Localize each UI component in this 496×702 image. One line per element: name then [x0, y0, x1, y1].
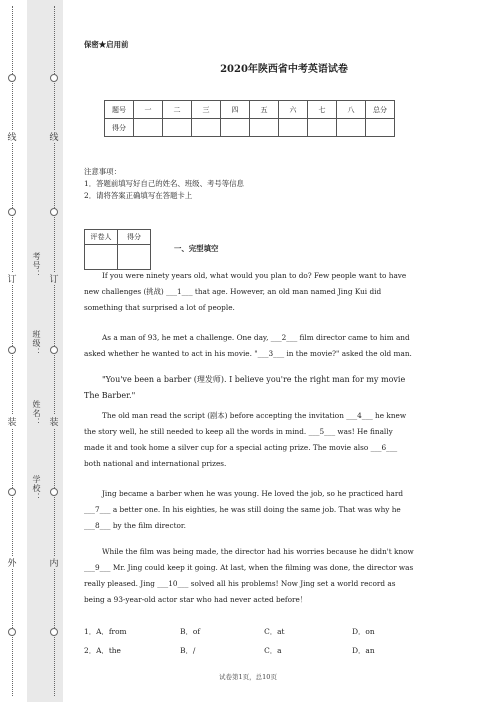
section-title: 一、完型填空: [174, 244, 219, 253]
score-table-header-cell: 八: [337, 101, 366, 119]
school-label: 学校：: [32, 475, 41, 502]
score-table-header-cell: 七: [308, 101, 337, 119]
score-cell[interactable]: [279, 119, 308, 137]
question-number: 2．: [84, 646, 97, 655]
score-row-label: 得分: [105, 119, 134, 137]
outer-mark-ding: 订: [7, 272, 17, 285]
binding-hole-icon: [8, 208, 16, 216]
grader-cell[interactable]: [85, 245, 118, 270]
question-number: 1．: [84, 627, 97, 636]
notes-heading: 注意事项：: [84, 167, 121, 176]
outer-mark-xian: 线: [7, 130, 17, 143]
grader-label: 评卷人: [85, 230, 118, 245]
binding-hole-icon: [8, 346, 16, 354]
passage-paragraph: Jing became a barber when he was young. He loved the job, so he practiced hard ___7___ a better one. In his eighties, he was still doing the same job. That was why he ___8___ by the film director.: [84, 489, 404, 530]
option-c[interactable]: C．a: [264, 646, 282, 655]
score-cell[interactable]: [221, 119, 250, 137]
outer-mark-wai: 外: [7, 556, 17, 569]
score-cell[interactable]: [134, 119, 163, 137]
score-table-header-cell: 一: [134, 101, 163, 119]
exam-number-label: 考号：: [32, 252, 41, 279]
confidential-mark: 保密★启用前: [84, 40, 129, 49]
score-table-header-cell: 总分: [366, 101, 395, 119]
score-table-header-cell: 三: [192, 101, 221, 119]
binding-hole-icon: [8, 628, 16, 636]
grader-blank-row: [85, 245, 151, 270]
score-table-header-cell: 五: [250, 101, 279, 119]
score-table-header-row: [105, 101, 395, 119]
grader-score-cell[interactable]: [118, 245, 151, 270]
inner-mark-zhuang: 装: [49, 415, 59, 428]
binding-hole-icon: [50, 346, 58, 354]
score-cell[interactable]: [337, 119, 366, 137]
score-cell[interactable]: [250, 119, 279, 137]
score-table-header-cell: 二: [163, 101, 192, 119]
outer-mark-zhuang: 装: [7, 415, 17, 428]
grader-table: [84, 229, 151, 270]
passage-paragraph: While the film was being made, the director had his worries because he didn't know ___9___ Mr. Jing could keep it going. At last, when the filming was done, the director was really pleased. Jing ___10___ solved all his problems! Now Jing set a world record as being a 93-year-old actor star who had never acted before！: [84, 547, 414, 604]
inner-mark-nei: 内: [49, 556, 59, 569]
question-1-options: [84, 626, 414, 637]
option-d[interactable]: D．on: [352, 627, 375, 636]
binding-hole-icon: [50, 208, 58, 216]
inner-mark-ding: 订: [49, 272, 59, 285]
grader-score-label: 得分: [118, 230, 151, 245]
score-table: [104, 100, 395, 137]
score-cell[interactable]: [366, 119, 395, 137]
option-d[interactable]: D．an: [352, 646, 375, 655]
inner-mark-xian: 线: [49, 130, 59, 143]
page-title: 2020年陕西省中考英语试卷: [220, 64, 348, 75]
passage-paragraph: If you were ninety years old, what would you plan to do? Few people want to have new challenges (挑战) ___1___ that age. However, an old man named Jing Kui did something that surprised a lot of people.: [84, 271, 407, 312]
question-2-options: [84, 645, 414, 656]
score-cell[interactable]: [308, 119, 337, 137]
score-cell[interactable]: [192, 119, 221, 137]
binding-hole-icon: [50, 488, 58, 496]
binding-hole-icon: [50, 74, 58, 82]
score-table-header-cell: 题号: [105, 101, 134, 119]
binding-hole-icon: [8, 74, 16, 82]
score-table-header-cell: 四: [221, 101, 250, 119]
option-c[interactable]: C．at: [264, 627, 285, 636]
class-label: 班级：: [32, 330, 41, 357]
binding-hole-icon: [50, 628, 58, 636]
score-table-score-row: [105, 119, 395, 137]
inner-binding-strip: [27, 0, 63, 702]
name-label: 姓名：: [32, 400, 41, 427]
passage-paragraph: "You've been a barber (理发师). I believe you're the right man for my movie The Barber.": [84, 375, 406, 400]
page-footer: 试卷第1页，总10页: [219, 673, 277, 681]
passage-paragraph: As a man of 93, he met a challenge. One day, ___2___ film director came to him and asked whether he wanted to act in his movie. "___3___ in the movie?" asked the old man.: [84, 333, 412, 358]
option-a[interactable]: A．the: [96, 646, 121, 655]
outer-binding-strip: [0, 0, 24, 702]
passage-paragraph: The old man read the script (剧本) before accepting the invitation ___4___ he knew the story well, he still needed to keep all the words in mind. ___5___ was! He finally made it and took home a silver cup for a special acting prize. The movie also ___6___ both national and international prizes.: [84, 411, 407, 468]
exam-notes: [84, 166, 244, 202]
score-table-header-cell: 六: [279, 101, 308, 119]
option-b[interactable]: B．/: [180, 646, 196, 655]
binding-hole-icon: [8, 488, 16, 496]
notes-item: 1．答题前填写好自己的姓名、班级、考号等信息: [84, 179, 244, 188]
score-cell[interactable]: [163, 119, 192, 137]
option-b[interactable]: B．of: [180, 627, 201, 636]
grader-header-row: [85, 230, 151, 245]
notes-item: 2．请将答案正确填写在答题卡上: [84, 191, 193, 200]
option-a[interactable]: A．from: [96, 627, 127, 636]
